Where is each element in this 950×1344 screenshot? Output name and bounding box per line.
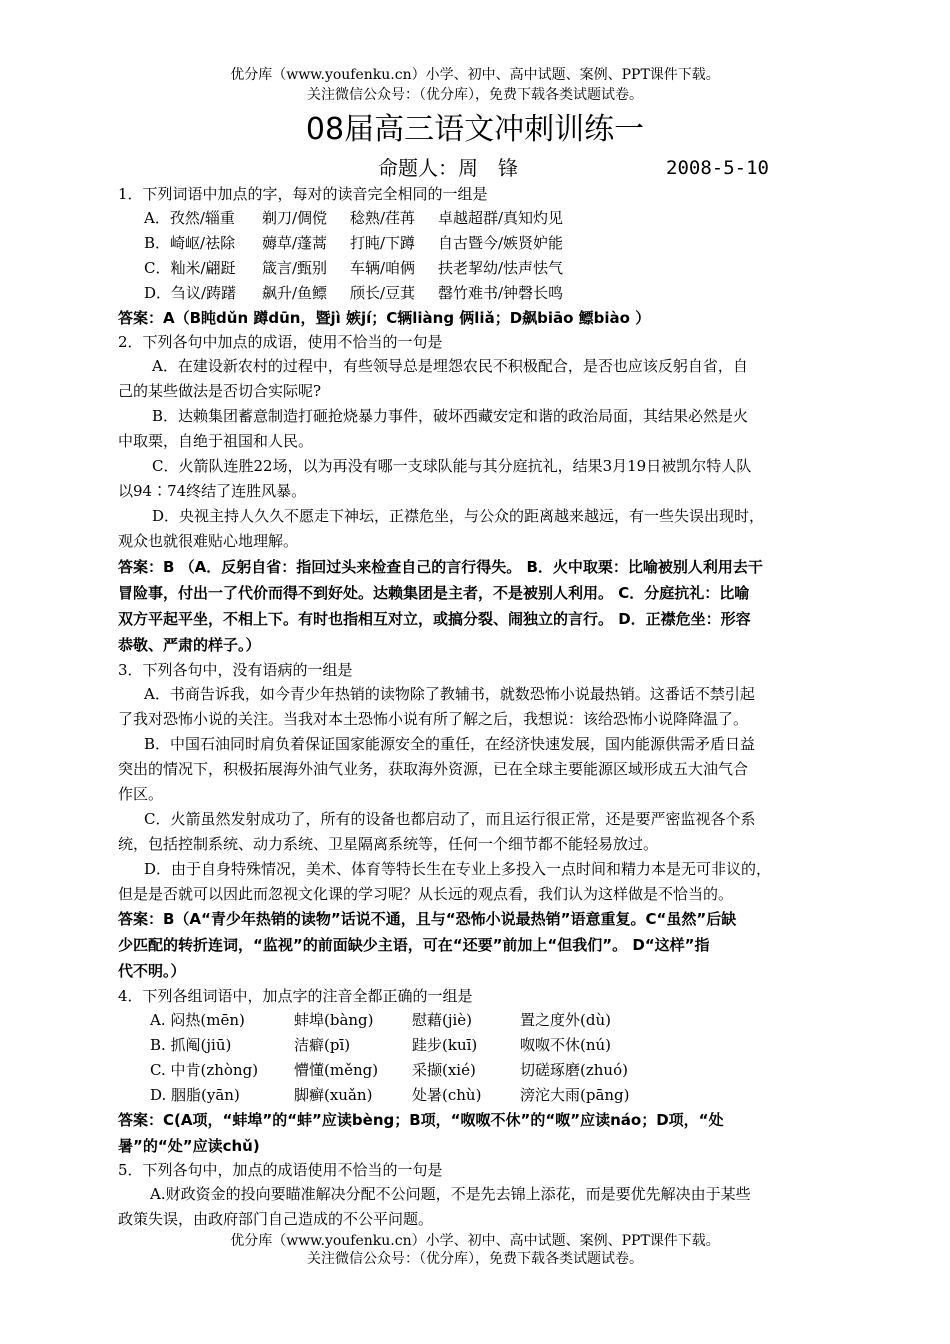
q1-stem: 1．下列词语中加点的字，每对的读音完全相同的一组是 (118, 185, 488, 203)
q2-c-line1: C．火箭队连胜22场，以为再没有哪一支球队能与其分庭抗礼，结果3月19日被凯尔特人队 (152, 457, 752, 475)
q3-answer-line3: 代不明。） (118, 962, 186, 980)
footer-line-2: 关注微信公众号：（优分库），免费下载各类试题试卷。 (307, 1251, 643, 1267)
q1-a-1: A．孜然/辎重 (144, 209, 235, 227)
q4-c-1: C. 中肯(zhòng) (150, 1061, 259, 1079)
q4-stem: 4．下列各组词语中，加点字的注音全都正确的一组是 (118, 987, 473, 1005)
q5-a-line2: 政策失误，由政府部门自己造成的不公平问题。 (118, 1210, 434, 1228)
q2-answer-line4: 恭敬、严肃的样子。） (118, 636, 261, 654)
q1-b-2: 薅草/蓬蒿 (262, 234, 328, 252)
q1-c-1: C．籼米/翩跹 (144, 259, 236, 277)
q1-b-3: 打盹/下蹲 (350, 234, 416, 252)
q1-d-2: 飙升/鱼鳔 (262, 284, 328, 302)
header-line-2: 关注微信公众号：（优分库），免费下载各类试题试卷。 (307, 87, 643, 103)
footer-line-1: 优分库（www.youfenku.cn）小学、初中、高中试题、案例、PPT课件下载。 (230, 1233, 720, 1249)
q1-c-3: 车辆/咱俩 (350, 259, 416, 277)
q3-c-line1: C．火箭虽然发射成功了，所有的设备也都启动了，而且运行很正常，还是要严密监视各个系 (144, 810, 756, 828)
page-title: 08届高三语文冲刺训练一 (305, 112, 645, 147)
q1-a-4: 卓越超群/真知灼见 (438, 209, 564, 227)
q2-d-line1: D．央视主持人久久不愿走下神坛，正襟危坐，与公众的距离越来越远，有一些失误出现时， (152, 507, 765, 525)
q1-c-4: 扶老挈幼/怯声怯气 (438, 259, 564, 277)
q4-b-3: 跬步(kuī) (412, 1036, 478, 1054)
q4-d-4: 滂沱大雨(pāng) (520, 1086, 630, 1104)
q2-answer-line2: 冒险事，付出一了代价而得不到好处。达赖集团是主者，不是被别人利用。 C．分庭抗礼：比喻 (118, 584, 750, 602)
q2-b-line2: 中取栗，自绝于祖国和人民。 (118, 432, 314, 450)
author: 命题人：周 锋 (378, 156, 518, 180)
q1-c-2: 箴言/甄别 (262, 259, 328, 277)
q3-d-line1: D．由于自身特殊情况，美术、体育等特长生在专业上多投入一点时间和精力本是无可非议的， (144, 860, 772, 878)
q3-stem: 3．下列各句中，没有语病的一组是 (118, 661, 353, 679)
q4-a-2: 蚌埠(bàng) (294, 1011, 374, 1029)
q2-answer-line1: 答案：B （A．反躬自省：指回过头来检查自己的言行得失。 B．火中取栗：比喻被别人利用去干 (118, 558, 763, 576)
q1-d-1: D．刍议/踌躇 (144, 284, 237, 302)
q4-c-4: 切磋琢磨(zhuó) (520, 1061, 628, 1079)
q4-b-1: B. 抓阄(jiū) (150, 1036, 232, 1054)
q1-b-4: 自古暨今/嫉贤妒能 (438, 234, 564, 252)
q3-c-line2: 统，包括控制系统、动力系统、卫星隔离系统等，任何一个细节都不能轻易放过。 (118, 835, 659, 853)
q2-a-line2: 己的某些做法是否切合实际呢? (118, 382, 322, 400)
q4-b-4: 呶呶不休(nú) (520, 1036, 612, 1054)
q2-c-line2: 以94∶74终结了连胜风暴。 (118, 482, 307, 500)
q4-answer-line1: 答案：C(A项，“蚌埠”的“蚌”应读bèng；B项，“呶呶不休”的“呶”应读náo；D项，“处 (118, 1111, 724, 1129)
q5-a-line1: A.财政资金的投向要瞄准解决分配不公问题，不是先去锦上添花，而是要优先解决由于某些 (150, 1185, 751, 1203)
q2-stem: 2．下列各句中加点的成语，使用不恰当的一句是 (118, 333, 443, 351)
q1-b-1: B．崎岖/祛除 (144, 234, 236, 252)
q4-a-4: 置之度外(dù) (520, 1011, 611, 1029)
q2-answer-line3: 双方平起平坐，不相上下。有时也指相互对立，或搞分裂、闹独立的言行。 D．正襟危坐：形容 (118, 610, 751, 628)
q3-b-line1: B．中国石油同时肩负着保证国家能源安全的重任，在经济快速发展，国内能源供需矛盾日益 (144, 735, 756, 753)
q4-c-3: 采撷(xié) (412, 1061, 476, 1079)
q2-b-line1: B．达赖集团蓄意制造打砸抢烧暴力事件，破坏西藏安定和谐的政治局面，其结果必然是火 (152, 407, 749, 425)
q4-d-2: 脚癣(xuǎn) (294, 1086, 373, 1104)
q1-d-3: 颀长/豆萁 (350, 284, 416, 302)
q3-answer-line2: 少匹配的转折连词，“监视”的前面缺少主语，可在“还要”前加上“但我们”。 D“这样”指 (118, 936, 710, 954)
q3-d-line2: 但是是否就可以因此而忽视文化课的学习呢？从长远的观点看，我们认为这样做是不恰当的。 (118, 885, 734, 903)
q1-a-2: 剃刀/倜傥 (262, 209, 328, 227)
q3-answer-line1: 答案：B（A“青少年热销的读物”话说不通，且与“恐怖小说最热销”语意重复。C“虽然”后缺 (118, 910, 737, 928)
q1-answer: 答案：A（B盹dǔn 蹲dūn，暨jì 嫉jí；C辆liàng 俩liǎ；D飙biāo 鳔biào ） (118, 309, 651, 327)
q2-a-line1: A．在建设新农村的过程中，有些领导总是埋怨农民不积极配合，是否也应该反躬自省，自 (152, 357, 748, 375)
q4-a-3: 慰藉(jiè) (412, 1011, 473, 1029)
q1-d-4: 罄竹难书/钟磬长鸣 (438, 284, 564, 302)
q3-a-line2: 了我对恐怖小说的关注。当我对本土恐怖小说有所了解之后，我想说：该给恐怖小说降降温了。 (118, 710, 749, 728)
q3-a-line1: A．书商告诉我，如今青少年热销的读物除了教辅书，就数恐怖小说最热销。这番话不禁引起 (144, 685, 755, 703)
q1-a-3: 稔熟/荏苒 (350, 209, 416, 227)
q4-b-2: 洁癖(pī) (294, 1036, 351, 1054)
q3-b-line2: 突出的情况下，积极拓展海外油气业务，获取海外资源，已在全球主要能源区域形成五大油气合 (118, 760, 749, 778)
q4-a-1: A. 闷热(mēn) (150, 1011, 245, 1029)
q4-d-3: 处暑(chù) (412, 1086, 482, 1104)
header-line-1: 优分库（www.youfenku.cn）小学、初中、高中试题、案例、PPT课件下载。 (230, 67, 720, 83)
q3-b-line3: 作区。 (118, 785, 164, 803)
q2-d-line2: 观众也就很难贴心地理解。 (118, 532, 299, 550)
q4-c-2: 懵懂(měng) (294, 1061, 379, 1079)
date: 2008-5-10 (666, 157, 769, 179)
q4-answer-line2: 暑”的“处”应读chǔ) (118, 1137, 260, 1155)
q5-stem: 5．下列各句中，加点的成语使用不恰当的一句是 (118, 1161, 443, 1179)
q4-d-1: D. 胭脂(yān) (150, 1086, 240, 1104)
